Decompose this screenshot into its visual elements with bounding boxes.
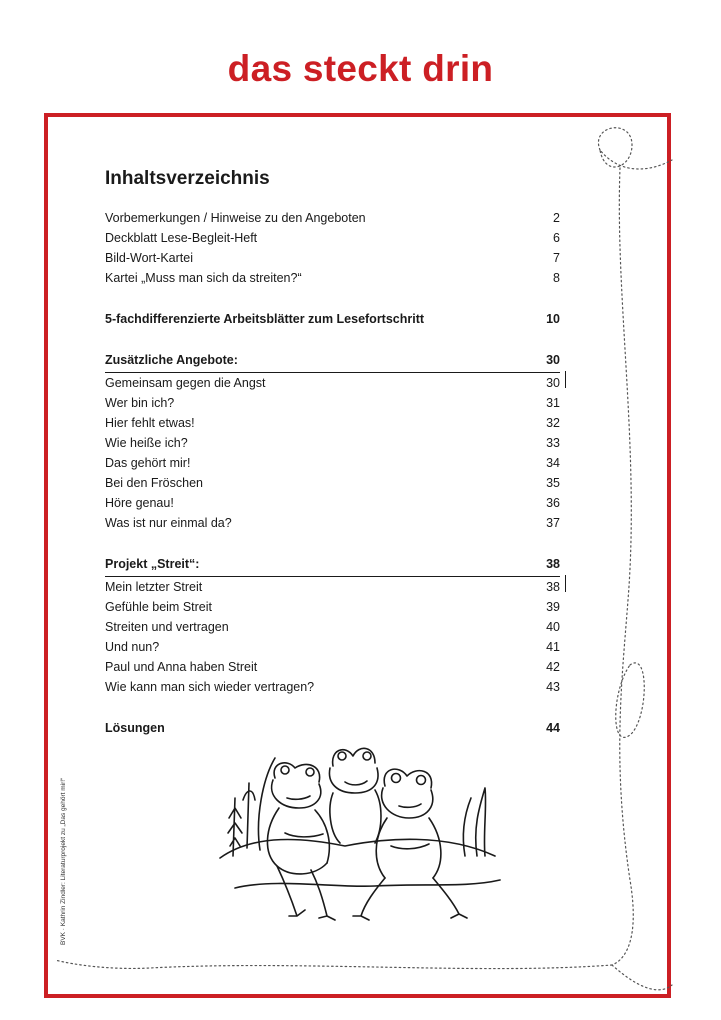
toc-entry-label: Kartei „Muss man sich da streiten?“ [105,271,302,285]
toc-row [105,657,560,677]
toc-row [105,268,560,288]
toc-entry-page: 7 [553,251,560,265]
toc-entry-label: Gemeinsam gegen die Angst [105,376,266,390]
three-frogs-illustration [215,738,505,928]
toc-entry-label: Bei den Fröschen [105,476,203,490]
toc-entry-page: 6 [553,231,560,245]
toc-section-label: Zusätzliche Angebote: [105,353,238,367]
table-of-contents [105,208,560,738]
toc-entry-page: 40 [546,620,560,634]
toc-entry-label: Und nun? [105,640,160,654]
toc-entry-page: 34 [546,456,560,470]
toc-entry-label: Wie kann man sich wieder vertragen? [105,680,315,694]
toc-section-page: 38 [546,557,560,571]
toc-section-project [105,554,560,577]
toc-row [105,393,560,413]
toc-row [105,453,560,473]
toc-entry-page: 38 [546,580,560,594]
toc-entry-page: 31 [546,396,560,410]
toc-entry-label: Streiten und vertragen [105,620,229,634]
toc-row [105,413,560,433]
toc-title: Inhaltsverzeichnis [105,168,270,189]
toc-row [105,228,560,248]
toc-row [105,513,560,533]
toc-entry-label: 5-fachdifferenzierte Arbeitsblätter zum Lesefortschritt [105,312,425,326]
toc-row-worksheets [105,309,560,329]
toc-row [105,597,560,617]
toc-entry-label: Gefühle beim Streit [105,600,212,614]
toc-entry-page: 43 [546,680,560,694]
page-banner: das steckt drin [227,48,494,89]
toc-entry-label: Wie heiße ich? [105,436,188,450]
toc-entry-label: Vorbemerkungen / Hinweise zu den Angeboten [105,211,366,225]
toc-row [105,373,560,393]
toc-row [105,637,560,657]
toc-row-solutions [105,718,560,738]
toc-entry-page: 35 [546,476,560,490]
toc-entry-label: Mein letzter Streit [105,580,203,594]
toc-entry-page: 36 [546,496,560,510]
toc-entry-page: 37 [546,516,560,530]
toc-entry-label: Deckblatt Lese-Begleit-Heft [105,231,258,245]
toc-section-label: Projekt „Streit“: [105,557,200,571]
toc-entry-page: 41 [546,640,560,654]
toc-entry-page: 32 [546,416,560,430]
toc-entry-page: 39 [546,600,560,614]
toc-entry-page: 42 [546,660,560,674]
toc-row [105,677,560,697]
toc-entry-label: Was ist nur einmal da? [105,516,232,530]
toc-entry-label: Wer bin ich? [105,396,175,410]
toc-entry-label: Bild-Wort-Kartei [105,251,193,265]
toc-entry-label: Paul und Anna haben Streit [105,660,258,674]
toc-row [105,577,560,597]
toc-section-page: 30 [546,353,560,367]
toc-row [105,617,560,637]
toc-entry-page: 10 [546,312,560,326]
toc-row [105,473,560,493]
toc-entry-page: 33 [546,436,560,450]
footer-credit: BVK · Kathrin Zindler: Literaturprojekt zu „Das gehört mir!“ [60,777,67,945]
toc-entry-page: 2 [553,211,560,225]
toc-entry-page: 30 [546,376,560,390]
toc-row [105,493,560,513]
toc-section-extras [105,350,560,373]
toc-entry-label: Höre genau! [105,496,174,510]
toc-row [105,248,560,268]
toc-entry-label: Das gehört mir! [105,456,191,470]
toc-entry-page: 44 [546,721,560,735]
toc-entry-label: Hier fehlt etwas! [105,416,195,430]
toc-row [105,433,560,453]
toc-row [105,208,560,228]
toc-entry-page: 8 [553,271,560,285]
toc-entry-label: Lösungen [105,721,165,735]
